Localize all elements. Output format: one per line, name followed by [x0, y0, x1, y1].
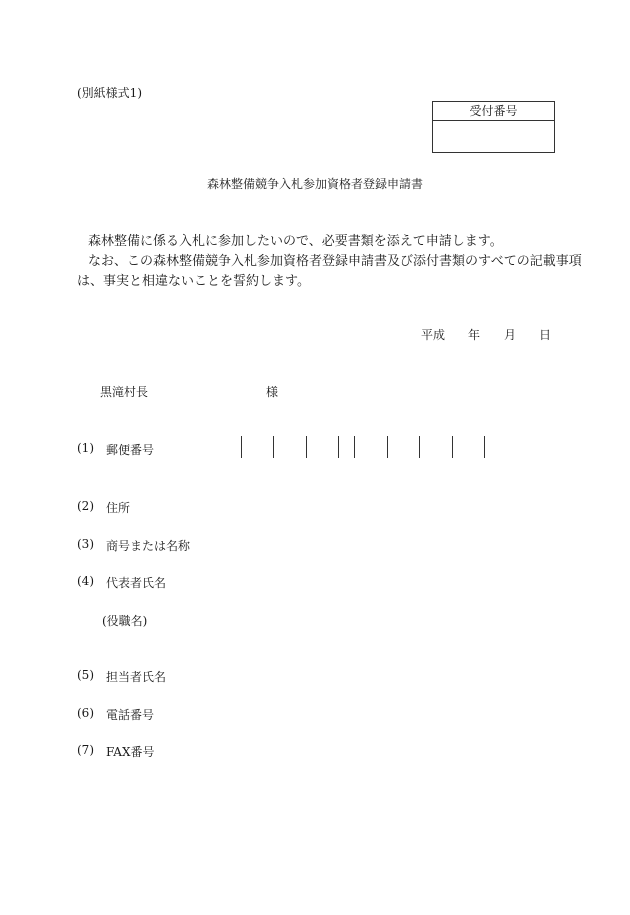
postal-divider [273, 436, 274, 458]
contact-person-number: (5) [77, 668, 94, 682]
postal-divider [484, 436, 485, 458]
date-year-unit: 年 [468, 328, 481, 342]
company-name-number: (3) [77, 537, 94, 551]
contact-person-label: 担当者氏名 [106, 670, 167, 684]
date-month-unit: 月 [504, 328, 517, 342]
representative-title-label: (役職名) [102, 614, 148, 628]
receipt-number-label: 受付番号 [433, 102, 554, 121]
receipt-number-field[interactable] [433, 121, 554, 152]
postal-divider [354, 436, 355, 458]
postal-divider [387, 436, 388, 458]
postal-code-label: 郵便番号 [106, 443, 155, 457]
postal-divider [452, 436, 453, 458]
representative-label: 代表者氏名 [106, 576, 167, 590]
application-statement: 森林整備に係る入札に参加したいので、必要書類を添えて申請します。 [88, 234, 503, 249]
document-title: 森林整備競争入札参加資格者登録申請書 [206, 177, 423, 191]
postal-divider [241, 436, 242, 458]
address-label: 住所 [106, 501, 131, 515]
postal-code-number: (1) [77, 441, 94, 455]
address-number: (2) [77, 499, 94, 513]
fax-number-label: FAX番号 [106, 745, 155, 759]
fax-number-number: (7) [77, 743, 94, 757]
representative-number: (4) [77, 574, 94, 588]
addressee-name: 黒滝村長 [100, 385, 149, 399]
phone-number-label: 電話番号 [106, 708, 155, 722]
company-name-label: 商号または名称 [106, 539, 191, 553]
postal-divider [338, 436, 339, 458]
date-day-unit: 日 [539, 328, 552, 342]
receipt-number-box [432, 101, 555, 153]
date-era: 平成 [421, 328, 446, 342]
pledge-statement-line1: なお、この森林整備競争入札参加資格者登録申請書及び添付書類のすべての記載事項 [88, 254, 582, 269]
postal-divider [306, 436, 307, 458]
postal-divider [419, 436, 420, 458]
pledge-statement-line2: は、事実と相違ないことを誓約します。 [77, 274, 310, 289]
addressee-honorific: 様 [266, 385, 279, 399]
form-tag: (別紙様式1) [77, 86, 142, 100]
phone-number-number: (6) [77, 706, 94, 720]
